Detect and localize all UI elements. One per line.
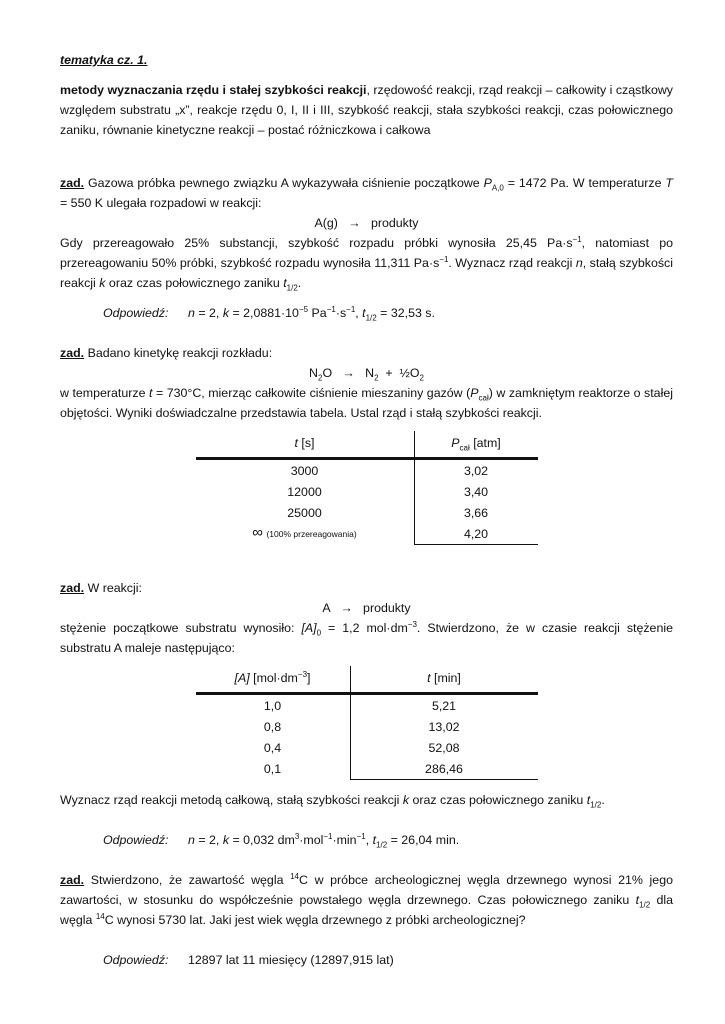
table-row: 25000 3,66 — [196, 502, 538, 523]
task2-reaction: $N_2O \to N_2$ + $\frac{1}{2}O_2$ — [309, 366, 424, 383]
col-header-conc: [A] $[mol\cdot dm^{-3}]$ — [196, 666, 351, 694]
heading: tematyka cz. 1. — [60, 53, 148, 67]
answer-label: Odpowiedź: — [103, 953, 169, 967]
task2-table — [196, 431, 538, 545]
answer-label: Odpowiedź: — [103, 306, 169, 320]
task2-intro: zad. Badano kinetykę reakcji rozkładu: — [60, 346, 273, 360]
table-row: 0,1 286,46 — [196, 758, 538, 780]
topics-rest: , rzędowość reakcji, rząd reakcji – całkowity i cząstkowy względem substratu „x”, reakcje rzędu 0, I, II i III, szybkość reakcji, stała szybkości reakcji, czas połowicznego zaniku, równanie kinetyczne reakcji – postać różniczkowa i całkowa — [60, 83, 673, 137]
table-header-row — [196, 431, 538, 459]
table-row: 1,0 5,21 — [196, 694, 538, 717]
topics-bold: metody wyznaczania rzędu i stałej szybkości reakcji — [60, 83, 367, 97]
task3-question: Wyznacz rząd reakcji metodą całkową, stałą szybkości reakcji k oraz czas połowicznego zaniku $t_{1/2}$. — [60, 793, 605, 810]
table-row: 0,8 13,02 — [196, 716, 538, 737]
table-row: 3000 3,02 — [196, 459, 538, 482]
task3-body: stężenie początkowe substratu wynosiło: $[A]_0 = 1,2$ $mol\cdot dm^{-3}$. Stwierdzono, że w czasie reakcji stężenie substratu A maleje następująco: — [60, 619, 673, 655]
document-page — [60, 50, 673, 970]
col-header-p: $P_{cał}$ [atm] — [414, 431, 538, 459]
task1-reaction: A(g) → produkty — [314, 216, 419, 230]
task1-answer: Odpowiedź: n = 2, $k = 2,0881\cdot 10^{-5}$ $Pa^{-1}\cdot s^{-1}$, $t_{1/2} = 32,53$ s. — [103, 304, 435, 323]
task-label: zad. — [60, 176, 85, 190]
task-label: zad. — [60, 346, 85, 360]
task4-body: zad. Stwierdzono, że zawartość węgla $^{14}$C w próbce archeologicznej węgla drzewnego wynosi 21% jego zawartości, w stosunku do współcześnie powstałego węgla drzewnego. Czas połowicznego zaniku $t_{1/2}$ dla węgla $^{14}$C wynosi 5730 lat. Jaki jest wiek węgla drzewnego z próbki archeologicznej? — [60, 871, 673, 927]
table-row: 12000 3,40 — [196, 481, 538, 502]
task3-table — [196, 666, 538, 780]
task-label: zad. — [60, 581, 85, 595]
task3-intro: zad. W reakcji: — [60, 581, 142, 595]
answer-label: Odpowiedź: — [103, 833, 169, 847]
infinity-symbol: ∞ — [252, 524, 263, 542]
task-label: zad. — [60, 873, 85, 887]
task2-body: w temperaturze t = 730°C, mierząc całkowite ciśnienie mieszaniny gazów $(P_{cał})$ w zamkniętym reaktorze o stałej objętości. Wyniki doświadczalne przedstawia tabela. Ustal rząd i stałą szybkości reakcji. — [60, 386, 673, 420]
col-header-t: t [s] — [196, 431, 415, 459]
table-row: 0,4 52,08 — [196, 737, 538, 758]
task3-answer: Odpowiedź: n = 2, k = 0,032 $dm^3\cdot mol^{-1}\cdot\min^{-1}$, $t_{1/2} = 26,04$ min. — [103, 831, 460, 850]
table-row: ∞ (100% przereagowania) 4,20 — [196, 523, 538, 545]
table-header-row — [196, 666, 538, 694]
task4-answer: Odpowiedź: 12897 lat 11 miesięcy (12897,915 lat) — [60, 950, 673, 970]
task1-body: Gdy przereagowało 25% substancji, szybkość rozpadu próbki wynosiła 25,45 $Pa\cdot s^{-1}$, natomiast po przereagowaniu 50% próbki, szybkość rozpadu wynosiła 11,311 $Pa\cdot s^{-1}$. Wyznacz rząd reakcji n, stałą szybkości reakcji k oraz czas połowicznego zaniku $t_{1/2}$. — [60, 234, 673, 293]
col-header-time: t [min] — [350, 666, 538, 694]
task3-reaction: A → produkty — [322, 601, 411, 615]
task1-intro: zad. Gazowa próbka pewnego związku A wykazywała ciśnienie początkowe $P_{A,0} = 1472$ Pa. W temperaturze T = 550 K ulegała rozpadowi w reakcji: — [60, 176, 673, 210]
topics-paragraph — [60, 80, 673, 140]
